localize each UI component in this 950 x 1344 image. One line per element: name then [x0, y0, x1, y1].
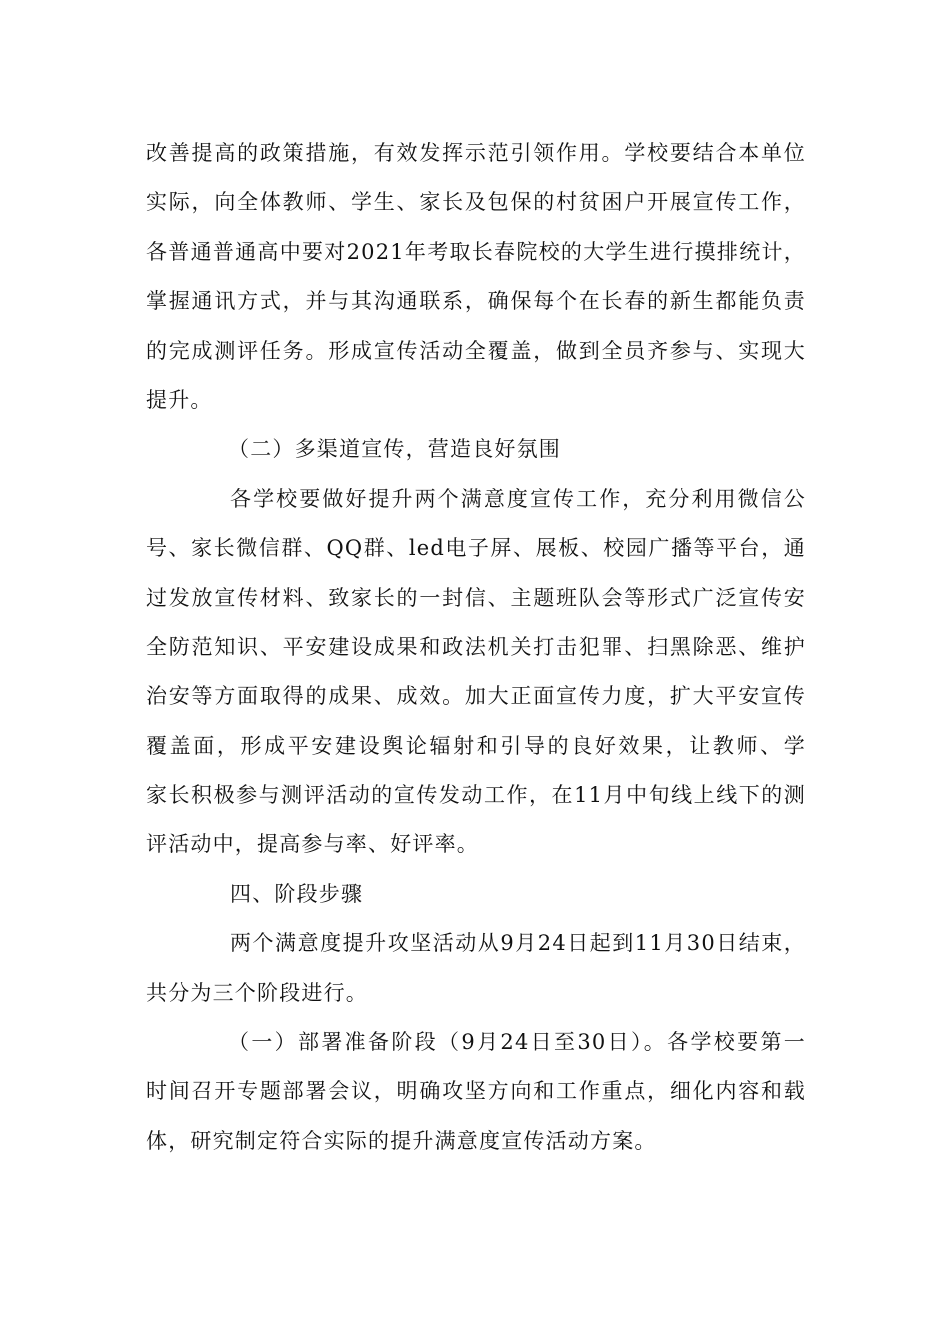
text-line: 覆盖面，形成平安建设舆论辐射和引导的良好效果，让教师、学: [146, 733, 806, 758]
text-line: 的完成测评任务。形成宣传活动全覆盖，做到全员齐参与、实现大: [146, 338, 806, 363]
text-line: 实际，向全体教师、学生、家长及包保的村贫困户开展宣传工作，: [146, 190, 806, 215]
text-line: 各普通普通高中要对2021年考取长春院校的大学生进行摸排统计，: [146, 239, 806, 264]
text-line: 时间召开专题部署会议，明确攻坚方向和工作重点，细化内容和载: [146, 1079, 806, 1104]
text-line: （二）多渠道宣传，营造良好氛围: [228, 437, 561, 462]
text-line: 体，研究制定符合实际的提升满意度宣传活动方案。: [146, 1128, 657, 1153]
text-line: 改善提高的政策措施，有效发挥示范引领作用。学校要结合本单位: [146, 141, 806, 165]
text-line: 提升。: [146, 387, 213, 412]
text-line: 号、家长微信群、QQ群、led电子屏、展板、校园广播等平台，通: [146, 536, 806, 561]
document-body: [146, 129, 806, 1166]
text-line: 评活动中，提高参与率、好评率。: [146, 832, 479, 857]
text-line: （一）部署准备阶段（9月24日至30日）。各学校要第一: [228, 1030, 806, 1055]
text-line: 全防范知识、平安建设成果和政法机关打击犯罪、扫黑除恶、维护: [146, 634, 806, 659]
text-line: 共分为三个阶段进行。: [146, 980, 368, 1005]
text-line: 两个满意度提升攻坚活动从9月24日起到11月30日结束，: [230, 931, 806, 956]
text-line: 掌握通讯方式，并与其沟通联系，确保每个在长春的新生都能负责: [146, 289, 806, 314]
text-line: 四、阶段步骤: [230, 881, 364, 906]
text-line: 过发放宣传材料、致家长的一封信、主题班队会等形式广泛宣传安: [146, 585, 806, 610]
text-line: 家长积极参与测评活动的宣传发动工作，在11月中旬线上线下的测: [146, 783, 806, 808]
text-line: 各学校要做好提升两个满意度宣传工作，充分利用微信公: [230, 486, 806, 511]
text-line: 治安等方面取得的成果、成效。加大正面宣传力度，扩大平安宣传: [146, 684, 806, 709]
